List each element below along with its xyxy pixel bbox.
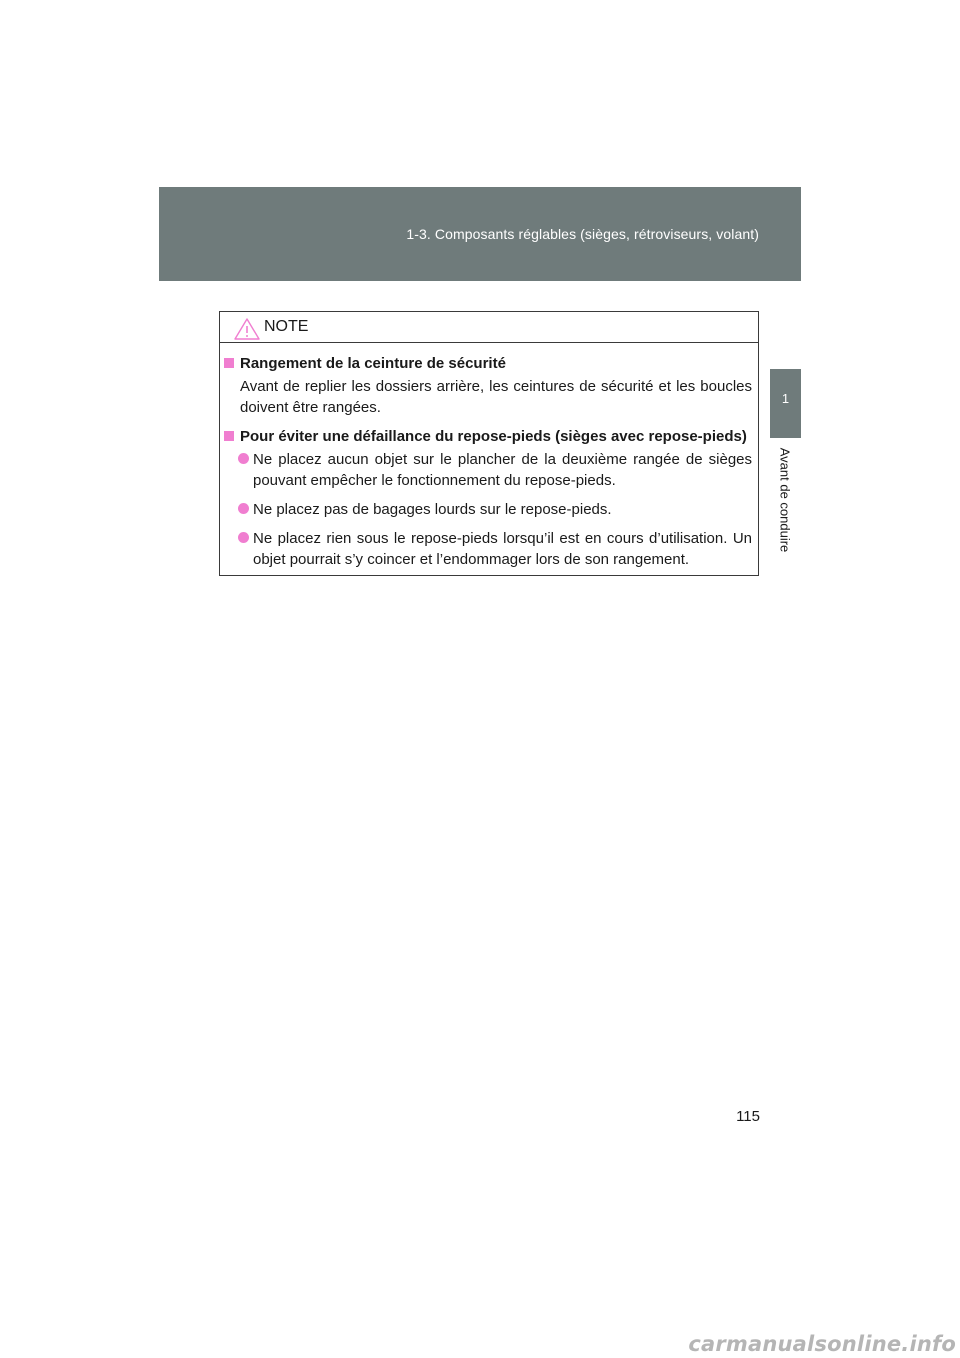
square-bullet-icon [224,358,234,368]
list-item-text: Ne placez pas de bagages lourds sur le repose-pieds. [253,501,612,518]
list-item [220,499,752,520]
watermark: carmanualsonline.info [688,1332,956,1356]
chapter-number: 1 [781,391,790,406]
note-title: NOTE [264,318,309,335]
round-bullet-icon [238,503,249,514]
list-item [220,449,752,491]
list-item-text: Ne placez aucun objet sur le plancher de la deuxième rangée de sièges pouvant empêcher le fonctionnement du repose-pieds. [253,451,752,489]
warning-triangle-icon [233,317,261,341]
note-body [220,343,758,570]
round-bullet-icon [238,532,249,543]
chapter-tab [770,369,801,438]
section-heading-text: Pour éviter une défaillance du repose-pieds (sièges avec repose-pieds) [240,428,747,445]
list-item [220,528,752,570]
square-bullet-icon [224,431,234,441]
list-item-text: Ne placez rien sous le repose-pieds lorsqu’il est en cours d’utilisation. Un objet pourrait s’y coincer et l’endommager lors de son rangement. [253,530,752,568]
section-text: Avant de replier les dossiers arrière, les ceintures de sécurité et les boucles doivent être rangées. [240,378,752,416]
chapter-label: Avant de conduire [777,447,793,553]
note-header [220,312,758,343]
round-bullet-icon [238,453,249,464]
section-heading-text: Rangement de la ceinture de sécurité [240,355,506,372]
chapter-title: 1-3. Composants réglables (sièges, rétroviseurs, volant) [406,226,759,242]
section-heading [220,353,752,374]
section-heading [220,426,752,447]
header-band [159,187,801,281]
page-number: 115 [736,1108,760,1125]
note-box [219,311,759,576]
